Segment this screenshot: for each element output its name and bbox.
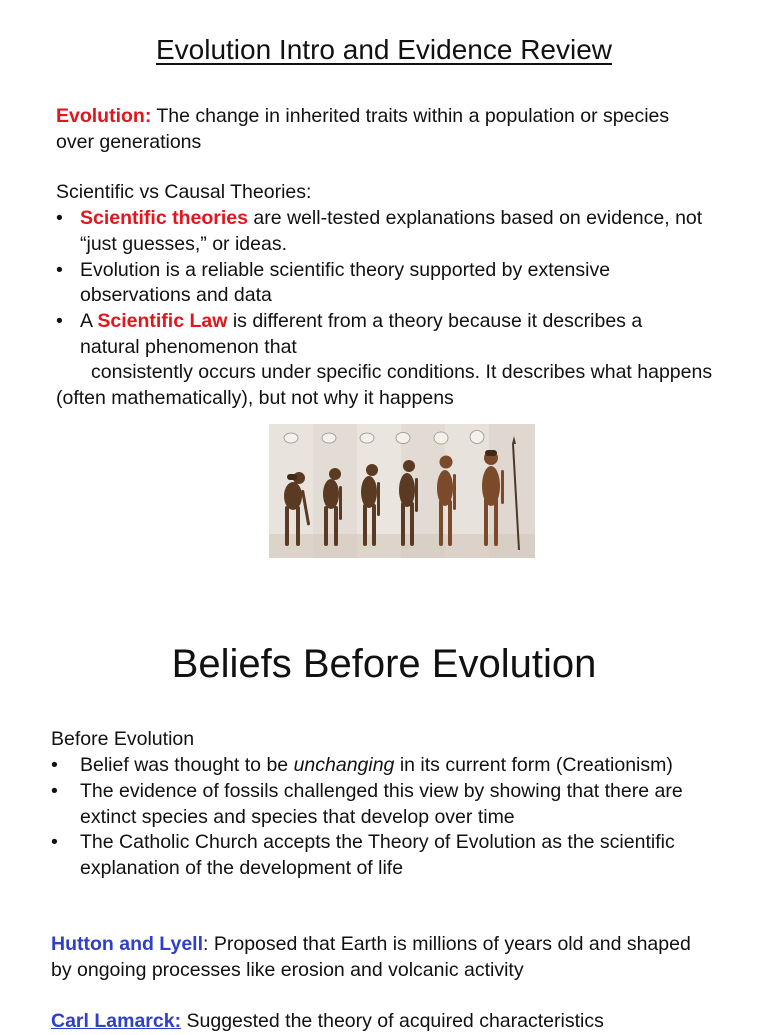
page-title: Evolution Intro and Evidence Review <box>155 34 613 65</box>
list-item: • Belief was thought to be unchanging in its current form (Creationism) <box>51 753 711 779</box>
human-evolution-icon <box>269 424 535 558</box>
before-evolution-subheading: Before Evolution <box>51 728 195 750</box>
definition-text: The change in inherited traits within a population or species over generations <box>56 105 670 153</box>
lamarck-paragraph: Carl Lamarck: Suggested the theory of acquired characteristics <box>51 1010 604 1032</box>
section-title: Beliefs Before Evolution <box>171 642 597 686</box>
lamarck-term: Carl Lamarck: <box>51 1010 182 1032</box>
law-continuation: consistently occurs under specific conditions. It describes what happens (often mathematically), but not why it happens <box>56 361 713 409</box>
definition-term: Evolution: <box>56 105 152 127</box>
human-evolution-image <box>269 424 535 558</box>
scientific-theories-term: Scientific theories <box>80 207 248 229</box>
theories-subheading: Scientific vs Causal Theories: <box>56 181 312 203</box>
list-item: • The Catholic Church accepts the Theory of Evolution as the scientific explanation of the development of life <box>51 830 711 882</box>
evolution-definition <box>56 104 706 156</box>
list-item: • A Scientific Law is different from a theory because it describes a natural phenomenon that <box>56 309 706 361</box>
beliefs-bullet-list <box>51 753 711 882</box>
emphasis-unchanging: unchanging <box>293 754 395 776</box>
hutton-lyell-term: Hutton and Lyell <box>51 933 204 955</box>
list-item: • The evidence of fossils challenged this view by showing that there are extinct species and species that develop over time <box>51 779 711 831</box>
list-item: • Evolution is a reliable scientific theory supported by extensive observations and data <box>56 258 706 310</box>
list-item: • Scientific theories are well-tested explanations based on evidence, not “just guesses,” or ideas. <box>56 206 706 258</box>
hutton-lyell-paragraph: Hutton and Lyell: Proposed that Earth is millions of years old and shaped by ongoing processes like erosion and volcanic activity <box>51 933 691 981</box>
theories-bullet-list <box>56 206 706 361</box>
scientific-law-term: Scientific Law <box>97 310 228 333</box>
